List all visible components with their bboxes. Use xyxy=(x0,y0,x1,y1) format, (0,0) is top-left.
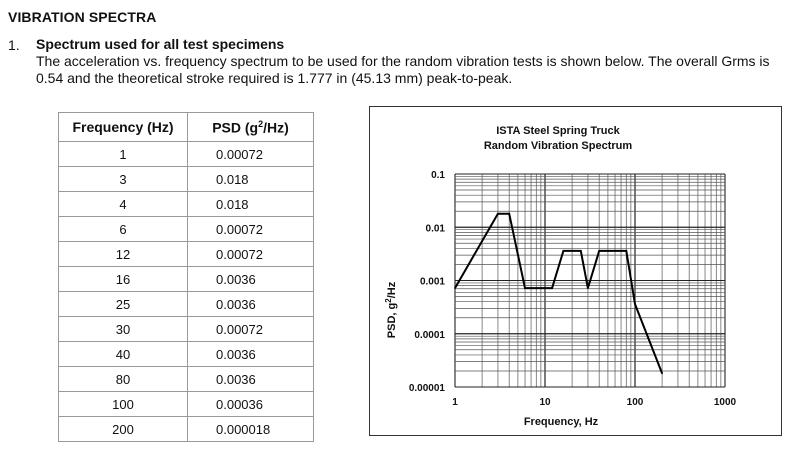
section-heading: VIBRATION SPECTRA xyxy=(8,9,157,25)
y-axis-label-suffix: /Hz xyxy=(386,281,398,299)
psd-cell: 0.00072 xyxy=(188,217,314,242)
psd-cell: 0.0036 xyxy=(188,292,314,317)
psd-data-point xyxy=(454,287,456,289)
psd-cell: 0.018 xyxy=(188,167,314,192)
x-tick-labels xyxy=(452,397,736,408)
table-row xyxy=(59,317,314,342)
table-row xyxy=(59,392,314,417)
table-row xyxy=(59,342,314,367)
chart-title-line-1: ISTA Steel Spring Truck xyxy=(496,125,620,137)
psd-data-point xyxy=(508,213,510,215)
frequency-cell: 4 xyxy=(59,192,188,217)
table-row xyxy=(59,167,314,192)
psd-data-point xyxy=(524,287,526,289)
psd-data-point xyxy=(563,250,565,252)
item-number: 1. xyxy=(8,37,20,53)
table-row xyxy=(59,142,314,167)
psd-cell: 0.018 xyxy=(188,192,314,217)
table-row xyxy=(59,292,314,317)
psd-cell: 0.0036 xyxy=(188,267,314,292)
psd-data-point xyxy=(587,287,589,289)
table-row xyxy=(59,267,314,292)
psd-cell: 0.00072 xyxy=(188,242,314,267)
item-title: Spectrum used for all test specimens xyxy=(36,36,285,52)
psd-data-point xyxy=(497,213,499,215)
y-tick-label: 0.1 xyxy=(431,170,445,181)
table-row xyxy=(59,417,314,442)
psd-cell: 0.00036 xyxy=(188,392,314,417)
psd-data-point xyxy=(661,373,663,375)
frequency-column-header: Frequency (Hz) xyxy=(59,113,188,142)
table-row xyxy=(59,367,314,392)
table-row xyxy=(59,217,314,242)
psd-chart xyxy=(370,107,783,437)
x-tick-label: 1000 xyxy=(713,397,737,408)
y-axis-label xyxy=(384,281,398,338)
psd-data-point xyxy=(625,250,627,252)
psd-data-point xyxy=(580,250,582,252)
y-tick-label: 0.00001 xyxy=(408,383,445,394)
frequency-cell: 12 xyxy=(59,242,188,267)
psd-cell: 0.00072 xyxy=(188,142,314,167)
y-tick-label: 0.0001 xyxy=(414,329,445,341)
x-tick-label: 10 xyxy=(539,397,551,408)
y-axis-label-prefix: PSD, g xyxy=(386,302,398,339)
psd-cell: 0.0036 xyxy=(188,367,314,392)
x-axis-label: Frequency, Hz xyxy=(523,416,599,428)
psd-cell: 0.00072 xyxy=(188,317,314,342)
frequency-cell: 6 xyxy=(59,217,188,242)
psd-cell: 0.000018 xyxy=(188,417,314,442)
psd-header-sup: 2 xyxy=(258,118,264,129)
psd-column-header xyxy=(188,113,314,142)
table-row xyxy=(59,242,314,267)
y-axis-label-sup: 2 xyxy=(384,298,393,303)
x-tick-label: 1 xyxy=(452,397,458,408)
y-tick-label: 0.001 xyxy=(419,276,445,288)
psd-header-prefix: PSD (g xyxy=(212,119,259,136)
frequency-cell: 3 xyxy=(59,167,188,192)
frequency-cell: 25 xyxy=(59,292,188,317)
y-tick-labels xyxy=(409,170,446,394)
frequency-cell: 80 xyxy=(59,367,188,392)
psd-data-point xyxy=(598,250,600,252)
frequency-cell: 200 xyxy=(59,417,188,442)
frequency-cell: 100 xyxy=(59,392,188,417)
frequency-cell: 1 xyxy=(59,142,188,167)
frequency-cell: 16 xyxy=(59,267,188,292)
item-description: The acceleration vs. frequency spectrum to be used for the random vibration tests is shown below. The overall Grms is 0.54 and the theoretical stroke required is 1.777 in (45.13 mm) peak-to-peak. xyxy=(36,53,770,86)
psd-cell: 0.0036 xyxy=(188,342,314,367)
table-header-row xyxy=(59,113,314,142)
chart-title-line-2: Random Vibration Spectrum xyxy=(483,140,633,152)
y-tick-label: 0.01 xyxy=(425,223,445,235)
spectrum-table xyxy=(58,112,314,442)
frequency-cell: 40 xyxy=(59,342,188,367)
frequency-cell: 30 xyxy=(59,317,188,342)
psd-header-suffix: /Hz) xyxy=(263,119,289,136)
psd-data-point xyxy=(551,287,553,289)
psd-data-point xyxy=(634,303,636,305)
x-tick-label: 100 xyxy=(626,397,644,408)
chart-frame xyxy=(369,106,782,436)
table-row xyxy=(59,192,314,217)
